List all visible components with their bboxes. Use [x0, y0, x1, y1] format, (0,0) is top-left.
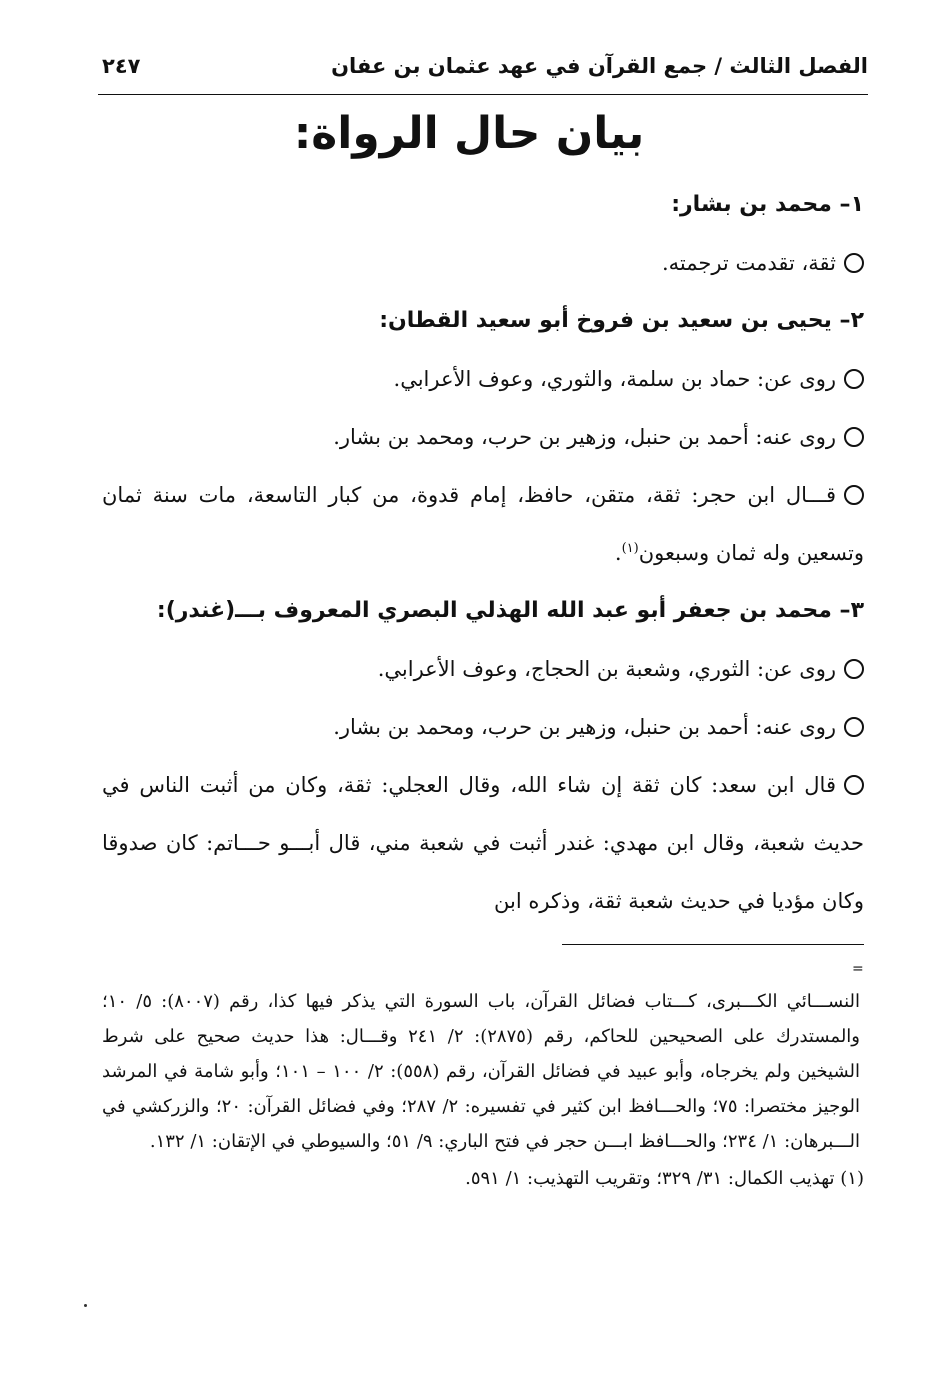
narrator-heading: ١– محمد بن بشار: — [671, 192, 864, 217]
footnote-continuation: النســـائي الكـــبرى، كـــتاب فضائل القرآن، باب السورة التي يذكر فيها كذا، رقم (٨٠٠٧): ٥/ ١٠؛ والمستدرك على الصحيحين للحاكم، رقم (٢٨٧٥): ٢/ ٢٤١ وقـــال: هذا حديث صحيح على شرط الشيخين ولم يخرجاه، وأبو عبيد في فضائل القرآن، رقم (٥٥٨): ٢/ ١٠٠ – ١٠١؛ وأبو شامة في المرشد الوجيز مختصرا: ٧٥؛ والحـــافظ ابن كثير في تفسيره: ٢/ ٢٨٧؛ وفي فضائل القرآن: ٢٠؛ والزركشي في الـــبرهان: ١/ ٢٣٤؛ والحـــافظ ابـــن حجر في فتح الباري: ٩/ ٥١؛ والسيوطي في الإتقان: ١/ ١٣٢. — [102, 991, 861, 1152]
circle-bullet-icon — [844, 253, 864, 273]
note-text: قال ابن سعد: كان ثقة إن شاء الله، وقال العجلي: ثقة، وكان من أثبت الناس في حديث شعبة، وقال ابن مهدي: غندر أثبت في شعبة مني، قال أبـــو حـــاتم: كان صدوقا وكان مؤديا في حديث شعبة ثقة، وذكره ابن — [102, 773, 864, 913]
narrator-heading: ٢– يحيى بن سعيد بن فروخ أبو سعيد القطان: — [379, 308, 864, 333]
footnote-continuation-mark: = — [852, 961, 864, 977]
circle-bullet-icon — [844, 659, 864, 679]
footnote-separator — [562, 944, 864, 945]
narrators-section — [102, 176, 864, 930]
note-text: روى عن: حماد بن سلمة، والثوري، وعوف الأعرابي. — [393, 367, 836, 391]
section-title: بيان حال الرواة: — [293, 108, 645, 159]
note-text: روى عن: الثوري، وشعبة بن الحجاج، وعوف الأعرابي. — [377, 657, 836, 681]
circle-bullet-icon — [844, 369, 864, 389]
narrator-note: قـــال ابن حجر: ثقة، متقن، حافظ، إمام قدوة، من كبار التاسعة، مات سنة ثمان وتسعين وله ثمان وسبعون$^{(١)}$. — [102, 483, 864, 565]
narrator-note — [102, 408, 864, 466]
note-text: روى عنه: أحمد بن حنبل، وزهير بن حرب، ومحمد بن بشار. — [333, 425, 836, 449]
page-number: ٢٤٧ — [102, 54, 141, 78]
page-header — [98, 50, 868, 95]
note-text: قـــال ابن حجر: ثقة، متقن، حافظ، إمام قدوة، من كبار التاسعة، مات سنة ثمان وتسعين وله ثمان وسبعون — [102, 483, 864, 565]
narrator-note — [102, 698, 864, 756]
circle-bullet-icon — [844, 427, 864, 447]
note-text: روى عنه: أحمد بن حنبل، وزهير بن حرب، ومحمد بن بشار. — [333, 715, 836, 739]
page-speck — [84, 1304, 87, 1307]
footnotes — [102, 984, 864, 1196]
footnote-reference[interactable]: (١) — [621, 541, 639, 556]
running-title: الفصل الثالث / جمع القرآن في عهد عثمان بن عفان — [331, 54, 868, 78]
circle-bullet-icon — [844, 775, 864, 795]
note-text: ثقة، تقدمت ترجمته. — [661, 251, 836, 275]
narrator-note — [102, 234, 864, 292]
circle-bullet-icon — [844, 717, 864, 737]
narrator-note — [102, 640, 864, 698]
narrator-note — [102, 350, 864, 408]
footnote-1: (١) تهذيب الكمال: ٣١/ ٣٢٩؛ وتقريب التهذيب: ١/ ٥٩١. — [465, 1168, 864, 1189]
narrator-heading: ٣– محمد بن جعفر أبو عبد الله الهذلي البصري المعروف بـــ(غندر): — [156, 598, 864, 623]
circle-bullet-icon — [844, 485, 864, 505]
narrator-note — [102, 756, 864, 930]
